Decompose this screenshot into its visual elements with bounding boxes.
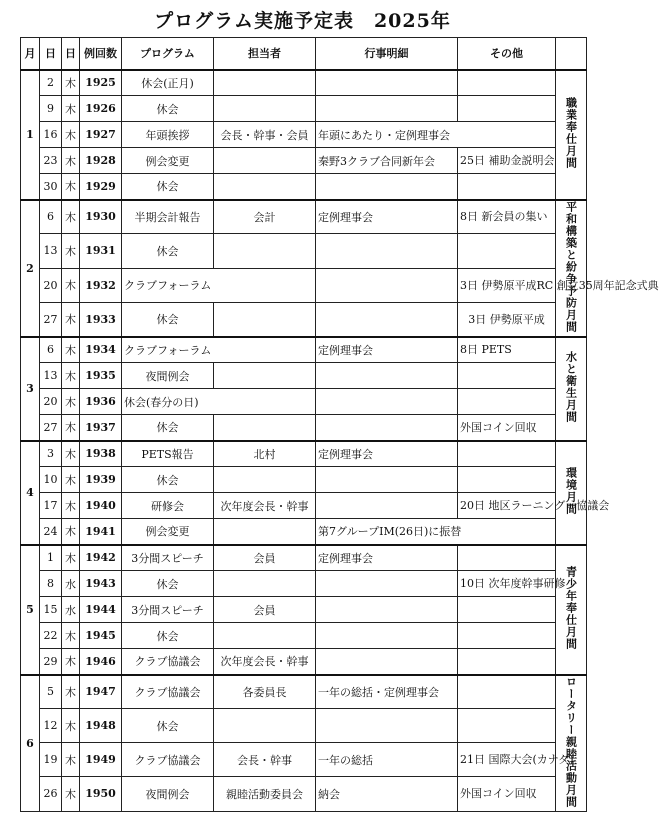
meeting-number-cell: 1935	[80, 363, 122, 389]
person-cell: 会員	[214, 597, 316, 623]
weekday-cell: 木	[62, 234, 80, 268]
person-cell: 会員	[214, 545, 316, 571]
program-cell: 休会	[122, 302, 214, 336]
other-cell: 3日 伊勢原平成RC 創立35周年記念式典	[458, 268, 556, 302]
person-cell	[214, 234, 316, 268]
other-cell: 3日 伊勢原平成	[458, 302, 556, 336]
other-cell	[458, 597, 556, 623]
event-cell: 定例理事会	[316, 545, 458, 571]
person-cell: 各委員長	[214, 675, 316, 709]
meeting-number-cell: 1938	[80, 441, 122, 467]
other-cell	[458, 675, 556, 709]
meeting-number-cell: 1936	[80, 389, 122, 415]
header-other: その他	[458, 38, 556, 70]
theme-cell	[556, 337, 587, 441]
day-cell: 3	[40, 441, 62, 467]
table-row	[21, 493, 587, 519]
meeting-number-cell: 1929	[80, 174, 122, 200]
program-cell: 3分間スピーチ	[122, 545, 214, 571]
event-cell	[316, 467, 458, 493]
header-row	[21, 38, 587, 70]
program-cell: 休会	[122, 96, 214, 122]
table-row	[21, 623, 587, 649]
program-cell: 休会(正月)	[122, 70, 214, 96]
other-cell	[458, 174, 556, 200]
person-cell	[214, 363, 316, 389]
day-cell: 24	[40, 519, 62, 545]
program-cell: 休会	[122, 174, 214, 200]
weekday-cell: 木	[62, 467, 80, 493]
person-cell	[214, 623, 316, 649]
weekday-cell: 木	[62, 268, 80, 302]
meeting-number-cell: 1944	[80, 597, 122, 623]
other-cell	[458, 363, 556, 389]
event-cell	[316, 70, 458, 96]
event-cell	[316, 623, 458, 649]
meeting-number-cell: 1945	[80, 623, 122, 649]
weekday-cell: 木	[62, 415, 80, 441]
weekday-cell: 木	[62, 675, 80, 709]
meeting-number-cell: 1941	[80, 519, 122, 545]
table-row	[21, 200, 587, 234]
person-cell	[214, 96, 316, 122]
person-cell: 会計	[214, 200, 316, 234]
page-title: プログラム実施予定表 2025年	[154, 10, 451, 32]
table-row	[21, 743, 587, 777]
theme-cell	[556, 70, 587, 200]
header-meeting-number: 例回数	[80, 38, 122, 70]
weekday-cell: 木	[62, 148, 80, 174]
event-cell	[316, 709, 458, 743]
meeting-number-cell: 1927	[80, 122, 122, 148]
event-cell: 一年の総括・定例理事会	[316, 675, 458, 709]
theme-text: 職業奉仕月間	[564, 97, 578, 169]
program-cell: クラブフォーラム	[122, 268, 316, 302]
event-cell	[316, 234, 458, 268]
event-cell	[316, 302, 458, 336]
meeting-number-cell: 1940	[80, 493, 122, 519]
table-row	[21, 415, 587, 441]
program-cell: 休会	[122, 415, 214, 441]
theme-text: 平和構築と紛争予防月間	[564, 200, 578, 333]
day-cell: 27	[40, 415, 62, 441]
weekday-cell: 木	[62, 389, 80, 415]
table-row	[21, 777, 587, 811]
program-cell: PETS報告	[122, 441, 214, 467]
event-cell	[316, 268, 458, 302]
day-cell: 10	[40, 467, 62, 493]
other-cell: 25日 補助金説明会	[458, 148, 556, 174]
other-cell: 20日 地区ラーニング・協議会	[458, 493, 556, 519]
meeting-number-cell: 1925	[80, 70, 122, 96]
weekday-cell: 木	[62, 743, 80, 777]
person-cell	[214, 70, 316, 96]
table-row	[21, 441, 587, 467]
other-cell	[458, 234, 556, 268]
theme-cell	[556, 675, 587, 812]
other-cell	[458, 70, 556, 96]
table-row	[21, 545, 587, 571]
event-cell: 納会	[316, 777, 458, 811]
event-cell	[316, 174, 458, 200]
meeting-number-cell: 1934	[80, 337, 122, 363]
program-cell: 夜間例会	[122, 777, 214, 811]
table-row	[21, 70, 587, 96]
event-cell	[316, 493, 458, 519]
weekday-cell: 木	[62, 96, 80, 122]
meeting-number-cell: 1948	[80, 709, 122, 743]
theme-cell	[556, 441, 587, 545]
other-cell	[458, 545, 556, 571]
meeting-number-cell: 1932	[80, 268, 122, 302]
day-cell: 23	[40, 148, 62, 174]
day-cell: 6	[40, 337, 62, 363]
month-cell: 4	[21, 441, 40, 545]
other-cell	[458, 467, 556, 493]
program-cell: 研修会	[122, 493, 214, 519]
theme-cell	[556, 200, 587, 337]
day-cell: 13	[40, 363, 62, 389]
table-row	[21, 148, 587, 174]
day-cell: 19	[40, 743, 62, 777]
meeting-number-cell: 1947	[80, 675, 122, 709]
month-cell: 5	[21, 545, 40, 675]
program-cell: 半期会計報告	[122, 200, 214, 234]
other-cell: 8日 PETS	[458, 337, 556, 363]
other-cell	[458, 389, 556, 415]
other-cell	[458, 649, 556, 675]
month-cell: 6	[21, 675, 40, 812]
table-row	[21, 268, 587, 302]
table-row	[21, 519, 587, 545]
event-cell: 年頭にあたり・定例理事会	[316, 122, 556, 148]
month-cell: 2	[21, 200, 40, 337]
table-row	[21, 597, 587, 623]
table-row	[21, 709, 587, 743]
day-cell: 9	[40, 96, 62, 122]
person-cell: 親睦活動委員会	[214, 777, 316, 811]
event-cell	[316, 363, 458, 389]
person-cell: 会長・幹事・会員	[214, 122, 316, 148]
meeting-number-cell: 1943	[80, 571, 122, 597]
person-cell	[214, 302, 316, 336]
weekday-cell: 木	[62, 519, 80, 545]
day-cell: 13	[40, 234, 62, 268]
day-cell: 6	[40, 200, 62, 234]
day-cell: 30	[40, 174, 62, 200]
other-cell: 外国コイン回収	[458, 415, 556, 441]
weekday-cell: 木	[62, 709, 80, 743]
program-cell: クラブ協議会	[122, 743, 214, 777]
header-weekday: 日	[62, 38, 80, 70]
event-cell: 定例理事会	[316, 337, 458, 363]
day-cell: 17	[40, 493, 62, 519]
program-cell: 年頭挨拶	[122, 122, 214, 148]
theme-text: 水と衛生月間	[564, 351, 578, 423]
program-cell: 例会変更	[122, 519, 214, 545]
day-cell: 15	[40, 597, 62, 623]
header-event-details: 行事明細	[316, 38, 458, 70]
weekday-cell: 木	[62, 777, 80, 811]
other-cell	[458, 623, 556, 649]
table-row	[21, 467, 587, 493]
weekday-cell: 木	[62, 122, 80, 148]
event-cell	[316, 597, 458, 623]
table-row	[21, 363, 587, 389]
header-day: 日	[40, 38, 62, 70]
meeting-number-cell: 1949	[80, 743, 122, 777]
program-cell: 休会	[122, 234, 214, 268]
program-cell: クラブ協議会	[122, 649, 214, 675]
event-cell: 第7グループIM(26日)に振替	[316, 519, 556, 545]
weekday-cell: 木	[62, 363, 80, 389]
person-cell: 会長・幹事	[214, 743, 316, 777]
meeting-number-cell: 1926	[80, 96, 122, 122]
program-cell: 休会	[122, 467, 214, 493]
day-cell: 5	[40, 675, 62, 709]
day-cell: 16	[40, 122, 62, 148]
program-cell: 休会	[122, 571, 214, 597]
other-cell	[458, 96, 556, 122]
program-cell: 休会	[122, 709, 214, 743]
table-row	[21, 122, 587, 148]
weekday-cell: 水	[62, 597, 80, 623]
person-cell	[214, 709, 316, 743]
weekday-cell: 木	[62, 493, 80, 519]
month-cell: 1	[21, 70, 40, 200]
meeting-number-cell: 1950	[80, 777, 122, 811]
weekday-cell: 木	[62, 649, 80, 675]
program-cell: クラブフォーラム	[122, 337, 316, 363]
person-cell: 北村	[214, 441, 316, 467]
table-row	[21, 174, 587, 200]
meeting-number-cell: 1939	[80, 467, 122, 493]
program-cell: クラブ協議会	[122, 675, 214, 709]
person-cell	[214, 174, 316, 200]
event-cell	[316, 389, 458, 415]
event-cell	[316, 96, 458, 122]
day-cell: 29	[40, 649, 62, 675]
weekday-cell: 木	[62, 545, 80, 571]
day-cell: 20	[40, 268, 62, 302]
other-cell: 外国コイン回収	[458, 777, 556, 811]
table-row	[21, 96, 587, 122]
table-row	[21, 571, 587, 597]
person-cell	[214, 148, 316, 174]
person-cell: 次年度会長・幹事	[214, 649, 316, 675]
weekday-cell: 木	[62, 200, 80, 234]
table-row	[21, 389, 587, 415]
person-cell	[214, 467, 316, 493]
theme-text: 青少年奉仕月間	[564, 566, 578, 650]
weekday-cell: 木	[62, 174, 80, 200]
day-cell: 2	[40, 70, 62, 96]
other-cell: 10日 次年度幹事研修	[458, 571, 556, 597]
header-month: 月	[21, 38, 40, 70]
weekday-cell: 木	[62, 623, 80, 649]
day-cell: 1	[40, 545, 62, 571]
header-program: プログラム	[122, 38, 214, 70]
meeting-number-cell: 1946	[80, 649, 122, 675]
weekday-cell: 木	[62, 70, 80, 96]
header-theme	[556, 38, 587, 70]
program-cell: 夜間例会	[122, 363, 214, 389]
program-cell: 3分間スピーチ	[122, 597, 214, 623]
meeting-number-cell: 1928	[80, 148, 122, 174]
table-row	[21, 234, 587, 268]
other-cell: 8日 新会員の集い	[458, 200, 556, 234]
day-cell: 26	[40, 777, 62, 811]
day-cell: 20	[40, 389, 62, 415]
event-cell: 定例理事会	[316, 200, 458, 234]
event-cell: 秦野3クラブ合同新年会	[316, 148, 458, 174]
person-cell	[214, 571, 316, 597]
program-cell: 例会変更	[122, 148, 214, 174]
program-cell: 休会	[122, 623, 214, 649]
weekday-cell: 水	[62, 571, 80, 597]
event-cell	[316, 571, 458, 597]
meeting-number-cell: 1931	[80, 234, 122, 268]
event-cell: 定例理事会	[316, 441, 458, 467]
program-cell: 休会(春分の日)	[122, 389, 316, 415]
meeting-number-cell: 1942	[80, 545, 122, 571]
event-cell	[316, 415, 458, 441]
meeting-number-cell: 1933	[80, 302, 122, 336]
weekday-cell: 木	[62, 337, 80, 363]
other-cell	[458, 441, 556, 467]
month-cell: 3	[21, 337, 40, 441]
person-cell: 次年度会長・幹事	[214, 493, 316, 519]
person-cell	[214, 519, 316, 545]
table-row	[21, 649, 587, 675]
table-row	[21, 675, 587, 709]
weekday-cell: 木	[62, 441, 80, 467]
day-cell: 12	[40, 709, 62, 743]
event-cell	[316, 649, 458, 675]
day-cell: 27	[40, 302, 62, 336]
theme-text: ロータリー親睦活動月間	[564, 675, 578, 808]
schedule-table	[20, 37, 659, 812]
person-cell	[214, 415, 316, 441]
other-cell: 21日 国際大会(カナダ)	[458, 743, 556, 777]
theme-text: 環境月間	[564, 467, 578, 515]
meeting-number-cell: 1937	[80, 415, 122, 441]
other-cell	[458, 709, 556, 743]
meeting-number-cell: 1930	[80, 200, 122, 234]
table-row	[21, 302, 587, 336]
day-cell: 8	[40, 571, 62, 597]
table-row	[21, 337, 587, 363]
header-person-in-charge: 担当者	[214, 38, 316, 70]
day-cell: 22	[40, 623, 62, 649]
weekday-cell: 木	[62, 302, 80, 336]
theme-cell	[556, 545, 587, 675]
event-cell: 一年の総括	[316, 743, 458, 777]
